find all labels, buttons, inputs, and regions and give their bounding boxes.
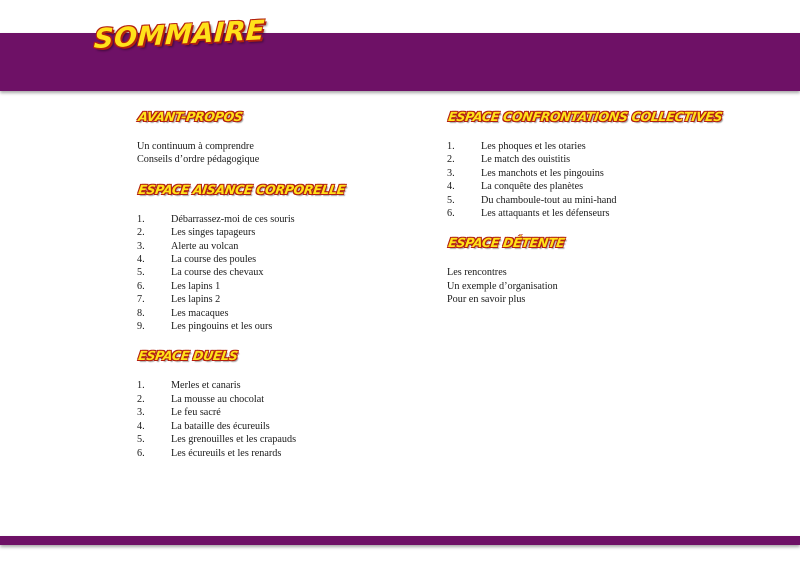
toc-entry-number: 9.	[137, 321, 145, 333]
section-heading: AVANT-PROPOS	[137, 109, 244, 124]
footer-band	[0, 536, 800, 545]
toc-entry-label: Les lapins 1	[171, 280, 221, 292]
toc-entry-number: 1.	[447, 141, 455, 152]
toc-entry-label: Alerte au volcan	[171, 240, 239, 252]
toc-right-column	[447, 108, 767, 321]
toc-entry-label: La course des chevaux	[171, 267, 264, 279]
toc-entry-number: 3.	[447, 167, 455, 179]
toc-entry-number: 1.	[137, 213, 145, 225]
toc-entry[interactable]	[137, 280, 457, 293]
toc-entry-number: 6.	[137, 447, 145, 459]
toc-entry-label: Les macaques	[171, 307, 229, 319]
toc-entry[interactable]	[137, 253, 457, 266]
toc-entry-number: 4.	[137, 254, 145, 266]
toc-entry-label: Le match des ouistitis	[481, 154, 571, 166]
section-heading: ESPACE AISANCE CORPORELLE	[137, 181, 347, 197]
section-heading: ESPACE DUELS	[137, 348, 239, 364]
page-title: SOMMAIRE	[93, 15, 266, 55]
toc-entry-label: Les attaquants et les défenseurs	[481, 208, 610, 220]
toc-entry-label: Les lapins 2	[171, 294, 221, 306]
toc-entry-number: 5.	[137, 434, 145, 446]
toc-entry-label: Les phoques et les otaries	[481, 141, 586, 152]
toc-entry[interactable]	[447, 293, 767, 306]
toc-entry-label: Du chamboule-tout au mini-hand	[481, 194, 617, 206]
toc-entry[interactable]	[137, 140, 457, 153]
toc-entry[interactable]	[447, 207, 767, 220]
toc-entry[interactable]	[137, 293, 457, 306]
toc-entry[interactable]	[447, 180, 767, 193]
toc-entry-number: 6.	[447, 208, 455, 220]
toc-entry-number: 3.	[137, 407, 145, 419]
toc-entry-number: 5.	[137, 267, 145, 279]
toc-entry-number: 2.	[137, 227, 145, 239]
toc-entry-label: Les singes tapageurs	[171, 227, 256, 239]
toc-entry-label: La course des poules	[171, 254, 257, 266]
toc-entry-label: Merles et canaris	[171, 380, 241, 392]
toc-entry[interactable]	[137, 307, 457, 320]
toc-entry[interactable]	[447, 140, 767, 153]
toc-entry-label: La conquête des planètes	[481, 181, 584, 193]
toc-entry-label: Les pingouins et les ours	[171, 321, 273, 333]
toc-section-espace-duels	[137, 347, 457, 459]
section-heading: ESPACE DÉTENTE	[447, 235, 566, 251]
toc-section-espace-confrontations-collectives	[447, 108, 767, 220]
toc-entry[interactable]	[137, 447, 457, 460]
toc-entry-label: La mousse au chocolat	[171, 393, 265, 405]
toc-entry[interactable]	[447, 194, 767, 207]
toc-entry-number: 2.	[137, 393, 145, 405]
toc-entry[interactable]	[137, 153, 457, 166]
toc-entry[interactable]	[137, 320, 457, 333]
toc-entry-list	[137, 140, 457, 167]
toc-entry[interactable]	[137, 266, 457, 279]
toc-entry[interactable]	[137, 379, 457, 392]
toc-entry-label: Les rencontres	[447, 267, 507, 279]
toc-entry-list	[137, 213, 457, 334]
toc-entry-number: 5.	[447, 194, 455, 206]
toc-left-column	[137, 108, 457, 474]
toc-entry[interactable]	[447, 167, 767, 180]
toc-entry-number: 3.	[137, 240, 145, 252]
toc-entry[interactable]	[137, 213, 457, 226]
toc-entry-number: 6.	[137, 280, 145, 292]
toc-entry-list	[137, 379, 457, 459]
toc-entry-number: 1.	[137, 380, 145, 392]
toc-section-avant-propos	[137, 108, 457, 167]
toc-section-espace-aisance-corporelle	[137, 181, 457, 334]
toc-entry[interactable]	[447, 280, 767, 293]
toc-entry-number: 2.	[447, 154, 455, 166]
toc-entry[interactable]	[447, 266, 767, 279]
toc-entry-label: Le feu sacré	[171, 407, 221, 419]
toc-entry-label: Les manchots et les pingouins	[481, 167, 604, 179]
toc-entry-label: Un continuum à comprendre	[137, 141, 254, 152]
toc-entry[interactable]	[447, 153, 767, 166]
toc-entry-list	[447, 140, 767, 220]
toc-entry-list	[447, 266, 767, 306]
toc-entry[interactable]	[137, 240, 457, 253]
toc-entry-number: 8.	[137, 307, 145, 319]
toc-entry-number: 7.	[137, 294, 145, 306]
toc-entry-number: 4.	[137, 420, 145, 432]
toc-entry-label: Les grenouilles et les crapauds	[171, 434, 297, 446]
toc-entry-label: Débarrassez-moi de ces souris	[171, 213, 295, 225]
toc-entry-label: Un exemple d’organisation	[447, 280, 558, 292]
section-heading: ESPACE CONFRONTATIONS COLLECTIVES	[447, 109, 724, 124]
toc-entry[interactable]	[137, 433, 457, 446]
toc-entry-label: Les écureuils et les renards	[171, 447, 282, 459]
toc-entry[interactable]	[137, 226, 457, 239]
toc-entry[interactable]	[137, 420, 457, 433]
toc-entry-label: Pour en savoir plus	[447, 294, 526, 306]
toc-entry[interactable]	[137, 406, 457, 419]
toc-section-espace-detente	[447, 234, 767, 306]
toc-entry-label: La bataille des écureuils	[171, 420, 270, 432]
toc-entry-label: Conseils d’ordre pédagogique	[137, 154, 260, 166]
toc-entry[interactable]	[137, 393, 457, 406]
toc-entry-number: 4.	[447, 181, 455, 193]
